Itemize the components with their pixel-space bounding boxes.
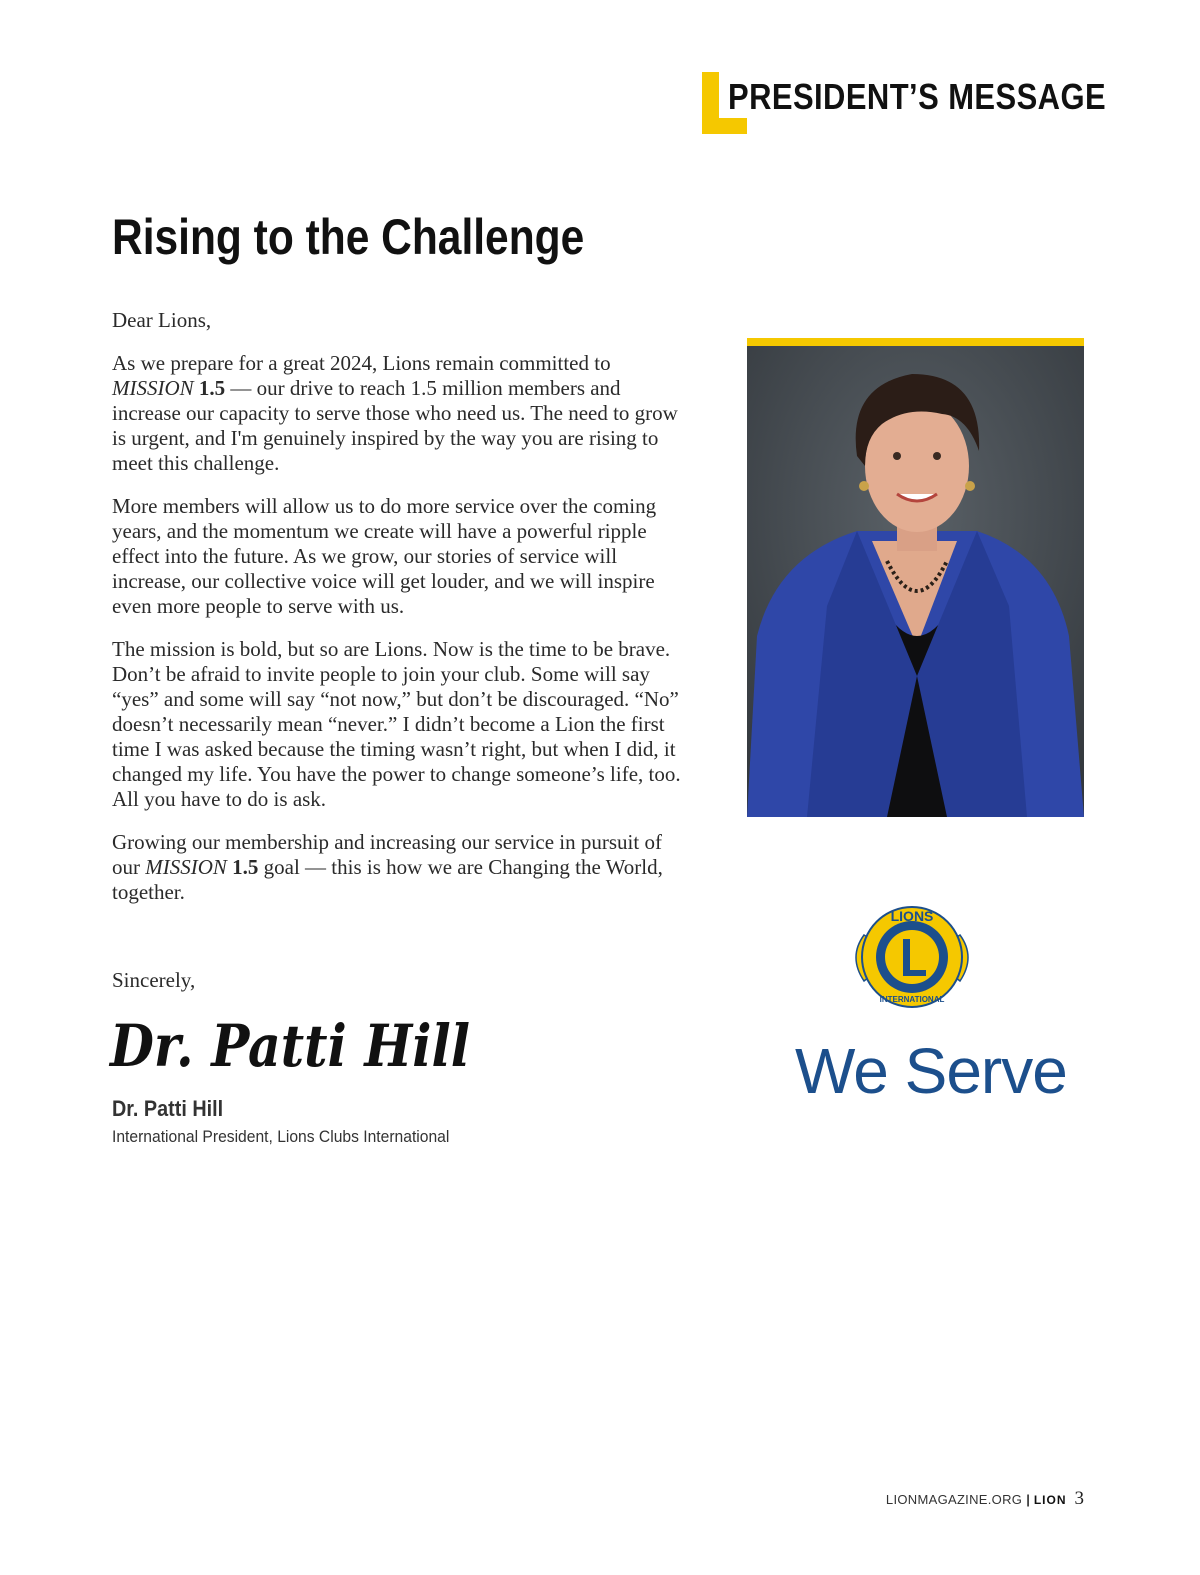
paragraph-2: More members will allow us to do more service over the coming years, and the momentum we create will have a powerful ripple effect into the future. As we grow, our stories of service will increase, our collective voice will get louder, and we will inspire even more people to serve with us. [112, 494, 657, 618]
mission-name: MISSION [145, 855, 227, 879]
signer-title: International President, Lions Clubs International [112, 1127, 450, 1146]
letter-body [112, 308, 692, 923]
mission-number: 1.5 [226, 855, 259, 879]
svg-text:INTERNATIONAL: INTERNATIONAL [879, 995, 945, 1004]
page-number: 3 [1074, 1488, 1084, 1509]
photo-accent-bar [747, 338, 1084, 346]
lions-international-logo [846, 895, 978, 1020]
salutation: Dear Lions, [112, 308, 212, 332]
svg-text:LIONS: LIONS [890, 908, 934, 924]
footer-separator: | [1026, 1492, 1030, 1507]
footer-site: LIONMAGAZINE.ORG [885, 1492, 1023, 1507]
section-marker-horizontal [702, 118, 747, 134]
president-portrait [747, 346, 1084, 817]
mission-name: MISSION [112, 376, 194, 400]
signature [108, 1000, 478, 1082]
mission-number: 1.5 [193, 376, 226, 400]
signer-name: Dr. Patti Hill [112, 1096, 224, 1121]
svg-text:Dr. Patti Hill: Dr. Patti Hill [108, 1012, 471, 1080]
page-footer [886, 1488, 1084, 1510]
closing: Sincerely, [112, 968, 196, 992]
paragraph-4: Growing our membership and increasing our service in pursuit of our MISSION 1.5 goal — this is how we are Changing the World, together. [112, 830, 663, 904]
section-label: PRESIDENT’S MESSAGE [728, 76, 1107, 117]
motto: We Serve [795, 1035, 1067, 1107]
paragraph-3: The mission is bold, but so are Lions. Now is the time to be brave. Don’t be afraid to invite people to join your club. Some will say “yes” and some will say “not now,” but don’t be discouraged. “No” doesn’t necessarily mean “never.” I didn’t become a Lion the first time I was asked because the timing wasn’t right, but when I did, it changed my life. You have the power to change someone’s life, too. All you have to do is ask. [112, 637, 681, 811]
paragraph-1: As we prepare for a great 2024, Lions remain committed to MISSION 1.5 — our drive to reach 1.5 million members and increase our capacity to serve those who need us. The need to grow is urgent, and I'm genuinely inspired by the way you are rising to meet this challenge. [112, 351, 678, 475]
page-title: Rising to the Challenge [112, 209, 585, 265]
section-tag [702, 72, 1107, 134]
footer-magazine: LION [1033, 1493, 1067, 1507]
